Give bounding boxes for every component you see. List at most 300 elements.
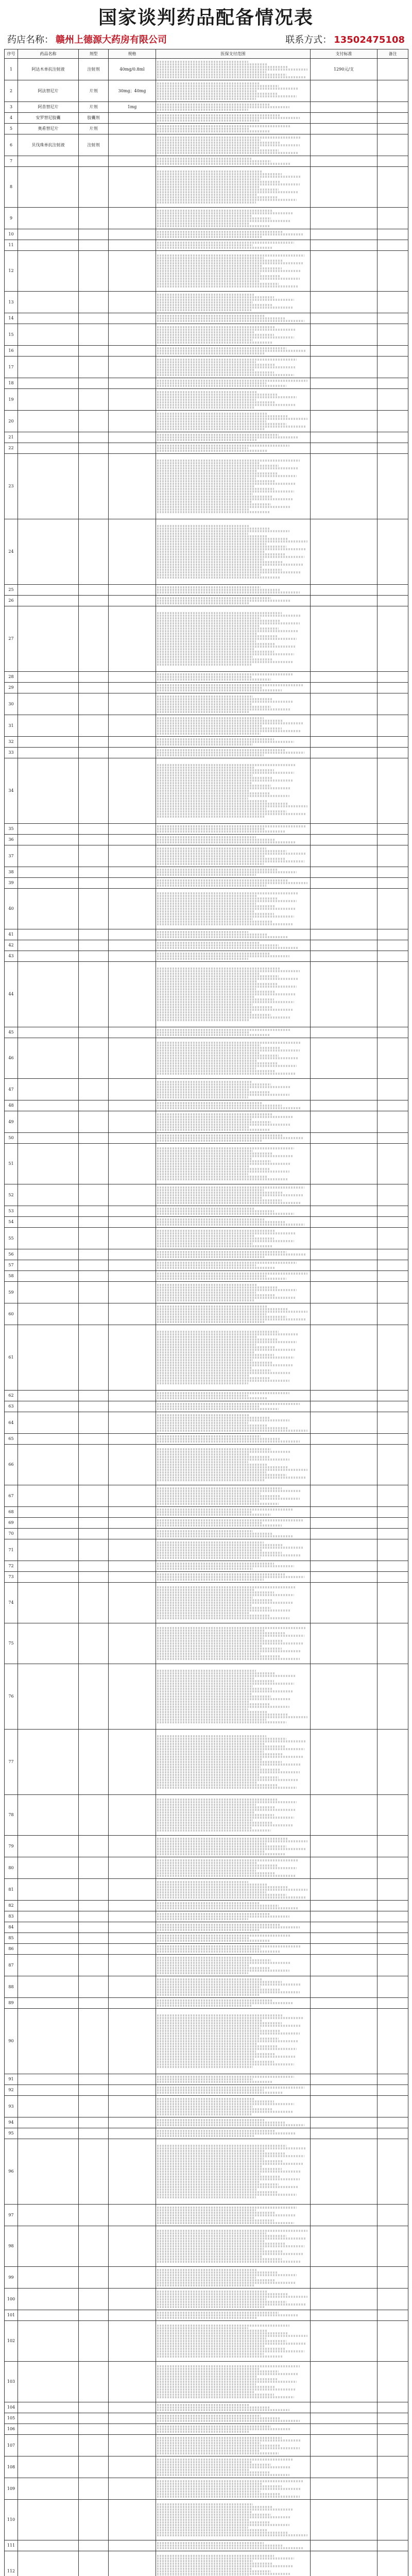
spec-cell (109, 2500, 156, 2540)
table-row (5, 1901, 408, 1911)
coverage-cell (156, 292, 311, 313)
text-line (157, 2030, 280, 2032)
coverage-cell (156, 1623, 311, 1664)
name-cell (18, 208, 79, 229)
text-line (157, 2191, 277, 2193)
name-cell (18, 1445, 79, 1485)
std-cell (311, 929, 377, 940)
row-index: 77 (5, 1730, 18, 1795)
header-cell: 规格 (109, 49, 156, 59)
text-line (157, 1758, 262, 1760)
form-cell (79, 519, 109, 585)
text-line (157, 1568, 253, 1570)
row-index: 73 (5, 1572, 18, 1583)
text-line (157, 2022, 282, 2024)
text-line (157, 1349, 295, 1351)
std-cell: 1290元/支 (311, 59, 377, 80)
text-line (157, 947, 298, 949)
text-line (157, 1500, 259, 1502)
form-cell (79, 1857, 109, 1879)
text-line (157, 782, 251, 784)
spec-cell (109, 229, 156, 240)
name-cell (18, 1539, 79, 1561)
spec-cell (109, 758, 156, 824)
text-line (157, 1297, 295, 1299)
text-line (157, 1806, 276, 1808)
text-line (157, 1743, 265, 1745)
std-cell (311, 167, 377, 208)
spec-cell (109, 2226, 156, 2267)
text-line (157, 1438, 280, 1440)
coverage-cell (156, 443, 311, 454)
text-line (157, 176, 301, 178)
table-row (5, 240, 408, 251)
text-line (157, 2565, 293, 2567)
text-line (157, 1706, 289, 1708)
text-line (157, 262, 303, 264)
text-line (157, 2573, 291, 2575)
form-cell (79, 1976, 109, 1998)
text-line (157, 953, 269, 955)
note-cell (377, 2435, 408, 2456)
coverage-cell (156, 378, 311, 389)
text-line (157, 1627, 306, 1629)
text-line (157, 1632, 285, 1634)
name-cell (18, 1976, 79, 1998)
text-line (157, 294, 254, 296)
coverage-cell (156, 1583, 311, 1623)
name-cell (18, 2424, 79, 2435)
form-cell (79, 1228, 109, 1249)
form-cell (79, 1445, 109, 1485)
name-cell (18, 835, 79, 845)
text-line (157, 2514, 271, 2516)
text-line (157, 769, 274, 771)
text-line (157, 2291, 268, 2293)
spec-cell: 30mg；40mg (109, 80, 156, 102)
coverage-cell (156, 835, 311, 845)
form-cell (79, 2310, 109, 2321)
note-cell (377, 251, 408, 292)
row-index: 84 (5, 1922, 18, 1933)
text-line (157, 1456, 269, 1458)
text-line (157, 506, 291, 508)
text-line (157, 1126, 250, 1128)
table-row (5, 292, 408, 313)
text-line (157, 1354, 274, 1356)
table-row (5, 1539, 408, 1561)
table-row (5, 357, 408, 378)
text-line (157, 2335, 307, 2337)
note-cell (377, 2321, 408, 2362)
text-line (157, 600, 291, 602)
name-cell (18, 1144, 79, 1184)
text-line (157, 1967, 269, 1969)
text-line (157, 1696, 271, 1698)
text-line (157, 2293, 288, 2295)
table-row (5, 2362, 408, 2402)
text-line (157, 727, 282, 730)
text-line (157, 2032, 300, 2035)
name-cell (18, 1795, 79, 1836)
form-cell (79, 715, 109, 737)
coverage-cell (156, 606, 311, 672)
name-cell (18, 929, 79, 940)
table-row (5, 1572, 408, 1583)
row-index: 81 (5, 1879, 18, 1901)
form-cell: 片剂 (79, 124, 109, 134)
table-row (5, 1038, 408, 1079)
spec-cell (109, 1911, 156, 1922)
row-index: 47 (5, 1079, 18, 1100)
row-index: 64 (5, 1412, 18, 1434)
text-line (157, 2111, 293, 2113)
note-cell (377, 1561, 408, 1572)
text-line (157, 2301, 286, 2303)
text-line (157, 2343, 306, 2345)
std-cell (311, 1933, 377, 1944)
text-line (157, 1509, 293, 1511)
table-row (5, 845, 408, 867)
text-line (157, 848, 266, 850)
text-line (157, 1735, 266, 1737)
text-line (157, 496, 272, 498)
spec-cell (109, 1445, 156, 1485)
form-cell (79, 1271, 109, 1282)
text-line (157, 1369, 271, 1371)
spec-cell (109, 1583, 156, 1623)
row-index: 11 (5, 240, 18, 251)
table-row (5, 2117, 408, 2128)
text-line (157, 1440, 300, 1443)
text-line (157, 2506, 272, 2508)
table-row (5, 1391, 408, 1401)
coverage-cell (156, 2402, 311, 2413)
form-cell (79, 585, 109, 596)
text-line (157, 2168, 282, 2170)
text-line (157, 2325, 289, 2327)
text-line (157, 137, 301, 139)
note-cell (377, 2009, 408, 2074)
note-cell (377, 2128, 408, 2139)
name-cell (18, 1518, 79, 1529)
spec-cell (109, 167, 156, 208)
text-line (157, 1351, 254, 1353)
text-line (157, 2521, 269, 2523)
text-line (157, 1011, 251, 1013)
text-line (157, 1338, 277, 1341)
row-index: 10 (5, 229, 18, 240)
std-cell (311, 2205, 377, 2226)
coverage-cell (156, 1260, 311, 1271)
std-cell (311, 1133, 377, 1144)
text-line (157, 1451, 291, 1453)
text-line (157, 1918, 248, 1920)
text-line (157, 236, 262, 238)
text-line (157, 2176, 280, 2178)
note-cell (377, 1901, 408, 1911)
row-index: 104 (5, 2402, 18, 2413)
std-cell (311, 519, 377, 585)
text-line (157, 1875, 295, 1877)
coverage-cell (156, 1027, 311, 1038)
coverage-cell (156, 2310, 311, 2321)
coverage-cell (156, 1445, 311, 1485)
text-line (157, 278, 300, 280)
text-line (157, 359, 297, 361)
text-line (157, 1711, 268, 1713)
note-cell (377, 2310, 408, 2321)
std-cell (311, 889, 377, 929)
text-line (157, 687, 262, 689)
text-line (157, 1049, 300, 1052)
text-line (157, 661, 293, 663)
std-cell (311, 251, 377, 292)
text-line (157, 1680, 274, 1682)
std-cell (311, 2226, 377, 2267)
std-cell (311, 208, 377, 229)
spec-cell (109, 251, 156, 292)
std-cell (311, 2321, 377, 2362)
text-line (157, 2108, 272, 2110)
row-index: 53 (5, 1206, 18, 1217)
text-line (157, 475, 297, 477)
text-line (157, 1357, 294, 1359)
table-row (5, 134, 408, 156)
text-line (157, 2165, 262, 2167)
text-line (157, 792, 269, 794)
text-line (157, 2409, 289, 2411)
text-line (157, 2186, 298, 2188)
std-cell (311, 2500, 377, 2540)
row-index: 2 (5, 80, 18, 102)
text-line (157, 69, 307, 71)
text-line (157, 71, 266, 73)
table-row (5, 2085, 408, 2096)
document-meta (4, 31, 408, 49)
text-line (157, 566, 262, 568)
text-line (157, 738, 274, 740)
text-line (157, 436, 298, 438)
table-row (5, 1325, 408, 1391)
text-line (157, 1721, 286, 1723)
text-line (157, 1213, 294, 1215)
note-cell (377, 737, 408, 748)
note-cell (377, 1133, 408, 1144)
form-cell (79, 672, 109, 683)
text-line (157, 196, 277, 198)
text-line (157, 1395, 248, 1397)
row-index: 59 (5, 1282, 18, 1303)
text-line (157, 1615, 269, 1617)
text-line (157, 1311, 307, 1313)
text-line (157, 2373, 298, 2375)
pharmacy-field (7, 32, 167, 46)
text-line (157, 1604, 251, 1606)
text-line (157, 2250, 283, 2252)
name-cell (18, 454, 79, 519)
text-line (157, 109, 248, 111)
name-cell (18, 2139, 79, 2205)
form-cell (79, 378, 109, 389)
std-cell (311, 1111, 377, 1133)
row-index: 32 (5, 737, 18, 748)
text-line (157, 553, 285, 555)
name-cell (18, 672, 79, 683)
text-line (157, 467, 298, 469)
note-cell (377, 596, 408, 606)
pharmacy-label: 药店名称： (7, 35, 54, 45)
spec-cell (109, 2009, 156, 2074)
text-line (157, 450, 268, 452)
text-line (157, 795, 289, 797)
name-cell (18, 585, 79, 596)
std-cell (311, 2540, 377, 2551)
text-line (157, 1308, 288, 1310)
text-line (157, 2557, 294, 2560)
text-line (157, 371, 274, 374)
text-line (157, 556, 304, 558)
text-line (157, 569, 282, 571)
table-body (5, 59, 408, 2576)
text-line (157, 1769, 280, 1771)
text-line (157, 1372, 291, 1374)
text-line (157, 1124, 291, 1126)
spec-cell (109, 2085, 156, 2096)
row-index: 71 (5, 1539, 18, 1561)
table-row (5, 443, 408, 454)
text-line (157, 1599, 272, 1601)
spec-cell (109, 2289, 156, 2310)
text-line (157, 490, 294, 493)
text-line (157, 1761, 282, 1763)
std-cell (311, 2267, 377, 2289)
coverage-cell (156, 2435, 311, 2456)
text-line (157, 130, 269, 132)
row-index: 1 (5, 59, 18, 80)
text-line (157, 1208, 254, 1210)
text-line (157, 825, 306, 827)
text-line (157, 975, 279, 977)
text-line (157, 530, 289, 532)
coverage-cell (156, 2074, 311, 2085)
text-line (157, 396, 297, 398)
text-line (157, 186, 259, 188)
text-line (157, 1471, 266, 1473)
text-line (157, 853, 306, 855)
text-line (157, 1886, 288, 1888)
text-line (157, 1362, 272, 1364)
text-line (157, 2496, 300, 2498)
text-line (157, 1698, 291, 1700)
text-line (157, 708, 291, 710)
text-line (157, 404, 295, 406)
std-cell (311, 1100, 377, 1111)
name-cell (18, 2478, 79, 2500)
std-cell (311, 715, 377, 737)
table-row (5, 2402, 408, 2413)
row-index: 58 (5, 1271, 18, 1282)
note-cell (377, 124, 408, 134)
text-line (157, 1809, 295, 1811)
text-line (157, 1889, 307, 1891)
text-line (157, 2066, 253, 2068)
note-cell (377, 1228, 408, 1249)
form-cell (79, 1027, 109, 1038)
text-line (157, 2555, 274, 2557)
form-cell (79, 1249, 109, 1260)
text-line (157, 2542, 264, 2544)
text-line (157, 2568, 251, 2570)
table-row (5, 1955, 408, 1976)
text-line (157, 2314, 298, 2316)
table-row (5, 1228, 408, 1249)
text-line (157, 1256, 265, 1258)
coverage-cell (156, 1529, 311, 1539)
text-line (157, 1544, 283, 1546)
form-cell (79, 432, 109, 443)
text-line (157, 1286, 277, 1289)
coverage-cell (156, 1664, 311, 1730)
text-line (157, 653, 294, 655)
text-line (157, 1617, 289, 1619)
text-line (157, 767, 254, 769)
text-line (157, 1313, 266, 1315)
row-index: 15 (5, 324, 18, 346)
form-cell (79, 167, 109, 208)
coverage-cell (156, 1955, 311, 1976)
spec-cell (109, 1391, 156, 1401)
table-row (5, 389, 408, 411)
spec-cell (109, 2456, 156, 2478)
text-line (157, 178, 261, 180)
text-line (157, 215, 251, 217)
text-line (157, 394, 277, 396)
text-line (157, 1589, 254, 1591)
text-line (157, 1253, 306, 1256)
text-line (157, 1764, 301, 1766)
text-line (157, 1251, 286, 1253)
text-line (157, 980, 258, 982)
text-line (157, 711, 250, 713)
spec-cell (109, 2310, 156, 2321)
table-row (5, 167, 408, 208)
row-index: 5 (5, 124, 18, 134)
text-line (157, 2524, 289, 2526)
spec-cell (109, 2435, 156, 2456)
text-line (157, 910, 254, 912)
note-cell (377, 324, 408, 346)
spec-cell (109, 1412, 156, 1434)
std-cell (311, 229, 377, 240)
form-cell (79, 2321, 109, 2362)
name-cell (18, 1249, 79, 1260)
text-line (157, 955, 289, 957)
text-line (157, 2056, 295, 2058)
text-line (157, 1881, 248, 1883)
std-cell (311, 737, 377, 748)
note-cell (377, 2226, 408, 2267)
coverage-cell (156, 1944, 311, 1955)
text-line (157, 2163, 303, 2165)
text-line (157, 2348, 285, 2350)
text-line (157, 1140, 262, 1142)
note-cell (377, 1623, 408, 1664)
std-cell (311, 113, 377, 124)
std-cell (311, 2551, 377, 2576)
name-cell (18, 2540, 79, 2551)
text-line (157, 199, 297, 201)
